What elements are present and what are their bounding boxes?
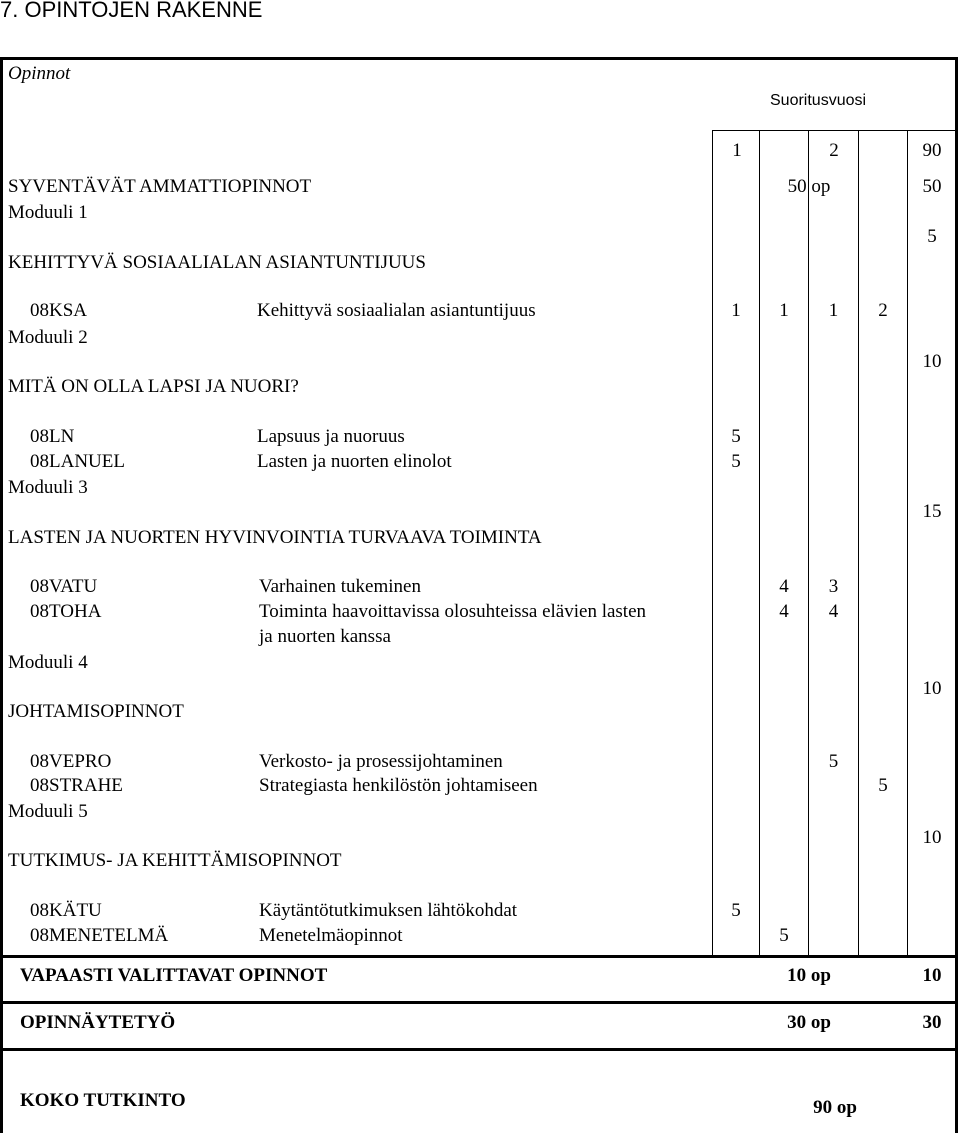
course-code: 08STRAHE — [30, 775, 123, 796]
course-name: Lapsuus ja nuoruus — [257, 426, 405, 447]
opinnaytetyo-title: OPINNÄYTETYÖ — [20, 1012, 176, 1033]
module-3-name: LASTEN JA NUORTEN HYVINVOINTIA TURVAAVA TOIMINTA — [8, 527, 542, 548]
total-col-header: 90 — [922, 140, 942, 161]
course-value: 5 — [878, 775, 888, 796]
course-name: Käytäntötutkimuksen lähtökohdat — [259, 900, 518, 921]
module-2-total: 10 — [922, 351, 942, 372]
course-code: 08KÄTU — [30, 900, 102, 921]
frame-left — [0, 57, 3, 1133]
year-col-line-1 — [712, 130, 713, 956]
frame-top — [0, 57, 958, 60]
course-value: 1 — [828, 300, 839, 321]
course-code: 08VATU — [30, 576, 98, 597]
koko-op: 90 op — [813, 1097, 857, 1118]
module-2-label: Moduuli 2 — [8, 327, 88, 348]
course-code: 08VEPRO — [30, 751, 112, 772]
vapaasti-total: 10 — [922, 965, 942, 986]
module-3-label: Moduuli 3 — [8, 477, 88, 498]
course-value: 5 — [828, 751, 839, 772]
module-1-name: KEHITTYVÄ SOSIAALIALAN ASIANTUNTIJUUS — [8, 252, 426, 273]
year-header-top-line — [712, 130, 957, 131]
course-name: Lasten ja nuorten elinolot — [257, 451, 452, 472]
koko-title: KOKO TUTKINTO — [20, 1090, 186, 1111]
separator-koko — [0, 1048, 958, 1051]
opinnot-label: Opinnot — [8, 63, 71, 84]
course-value: 5 — [779, 925, 789, 946]
page-title: 7. OPINTOJEN RAKENNE — [0, 0, 263, 22]
course-code: 08LANUEL — [30, 451, 125, 472]
opinnaytetyo-total: 30 — [922, 1012, 942, 1033]
course-value: 1 — [731, 300, 741, 321]
course-value: 4 — [828, 601, 839, 622]
module-5-name: TUTKIMUS- JA KEHITTÄMISOPINNOT — [8, 850, 342, 871]
year-1-header: 1 — [732, 140, 742, 161]
course-name: Menetelmäopinnot — [259, 925, 403, 946]
course-value: 2 — [878, 300, 888, 321]
course-code: 08LN — [30, 426, 75, 447]
module-4-total: 10 — [922, 678, 942, 699]
separator-vapaasti — [0, 955, 958, 958]
course-name: Kehittyvä sosiaalialan asiantuntijuus — [257, 300, 536, 321]
syventavat-title: SYVENTÄVÄT AMMATTIOPINNOT — [8, 176, 312, 197]
course-value: 5 — [731, 900, 741, 921]
course-name: Toiminta haavoittavissa olosuhteissa elävien lasten — [259, 601, 647, 622]
module-1-label: Moduuli 1 — [8, 202, 88, 223]
syventavat-total: 50 — [922, 176, 942, 197]
year-col-line-3 — [808, 130, 809, 956]
module-3-total: 15 — [922, 501, 942, 522]
course-value: 5 — [731, 451, 741, 472]
opinnaytetyo-op: 30 op — [787, 1012, 831, 1033]
module-4-label: Moduuli 4 — [8, 652, 88, 673]
year-col-line-4 — [858, 130, 859, 956]
separator-opinnaytetyo — [0, 1001, 958, 1004]
course-value: 3 — [828, 576, 839, 597]
course-code: 08MENETELMÄ — [30, 925, 169, 946]
course-name: Verkosto- ja prosessijohtaminen — [259, 751, 503, 772]
module-5-label: Moduuli 5 — [8, 801, 88, 822]
course-code: 08KSA — [30, 300, 88, 321]
course-name-continued: ja nuorten kanssa — [259, 626, 391, 647]
course-value: 5 — [731, 426, 741, 447]
year-2-header: 2 — [829, 140, 839, 161]
course-value: 4 — [779, 576, 789, 597]
course-name: Strategiasta henkilöstön johtamiseen — [259, 775, 538, 796]
module-1-total: 5 — [927, 226, 937, 247]
course-value: 1 — [779, 300, 789, 321]
year-col-line-2 — [759, 130, 760, 956]
syventavat-op: 50 op — [787, 176, 831, 197]
vapaasti-title: VAPAASTI VALITTAVAT OPINNOT — [20, 965, 328, 986]
suoritusvuosi-label: Suoritusvuosi — [770, 92, 867, 109]
module-4-name: JOHTAMISOPINNOT — [8, 701, 184, 722]
vapaasti-op: 10 op — [787, 965, 831, 986]
course-code: 08TOHA — [30, 601, 102, 622]
module-5-total: 10 — [922, 827, 942, 848]
course-name: Varhainen tukeminen — [259, 576, 421, 597]
course-value: 4 — [779, 601, 789, 622]
module-2-name: MITÄ ON OLLA LAPSI JA NUORI? — [8, 376, 299, 397]
